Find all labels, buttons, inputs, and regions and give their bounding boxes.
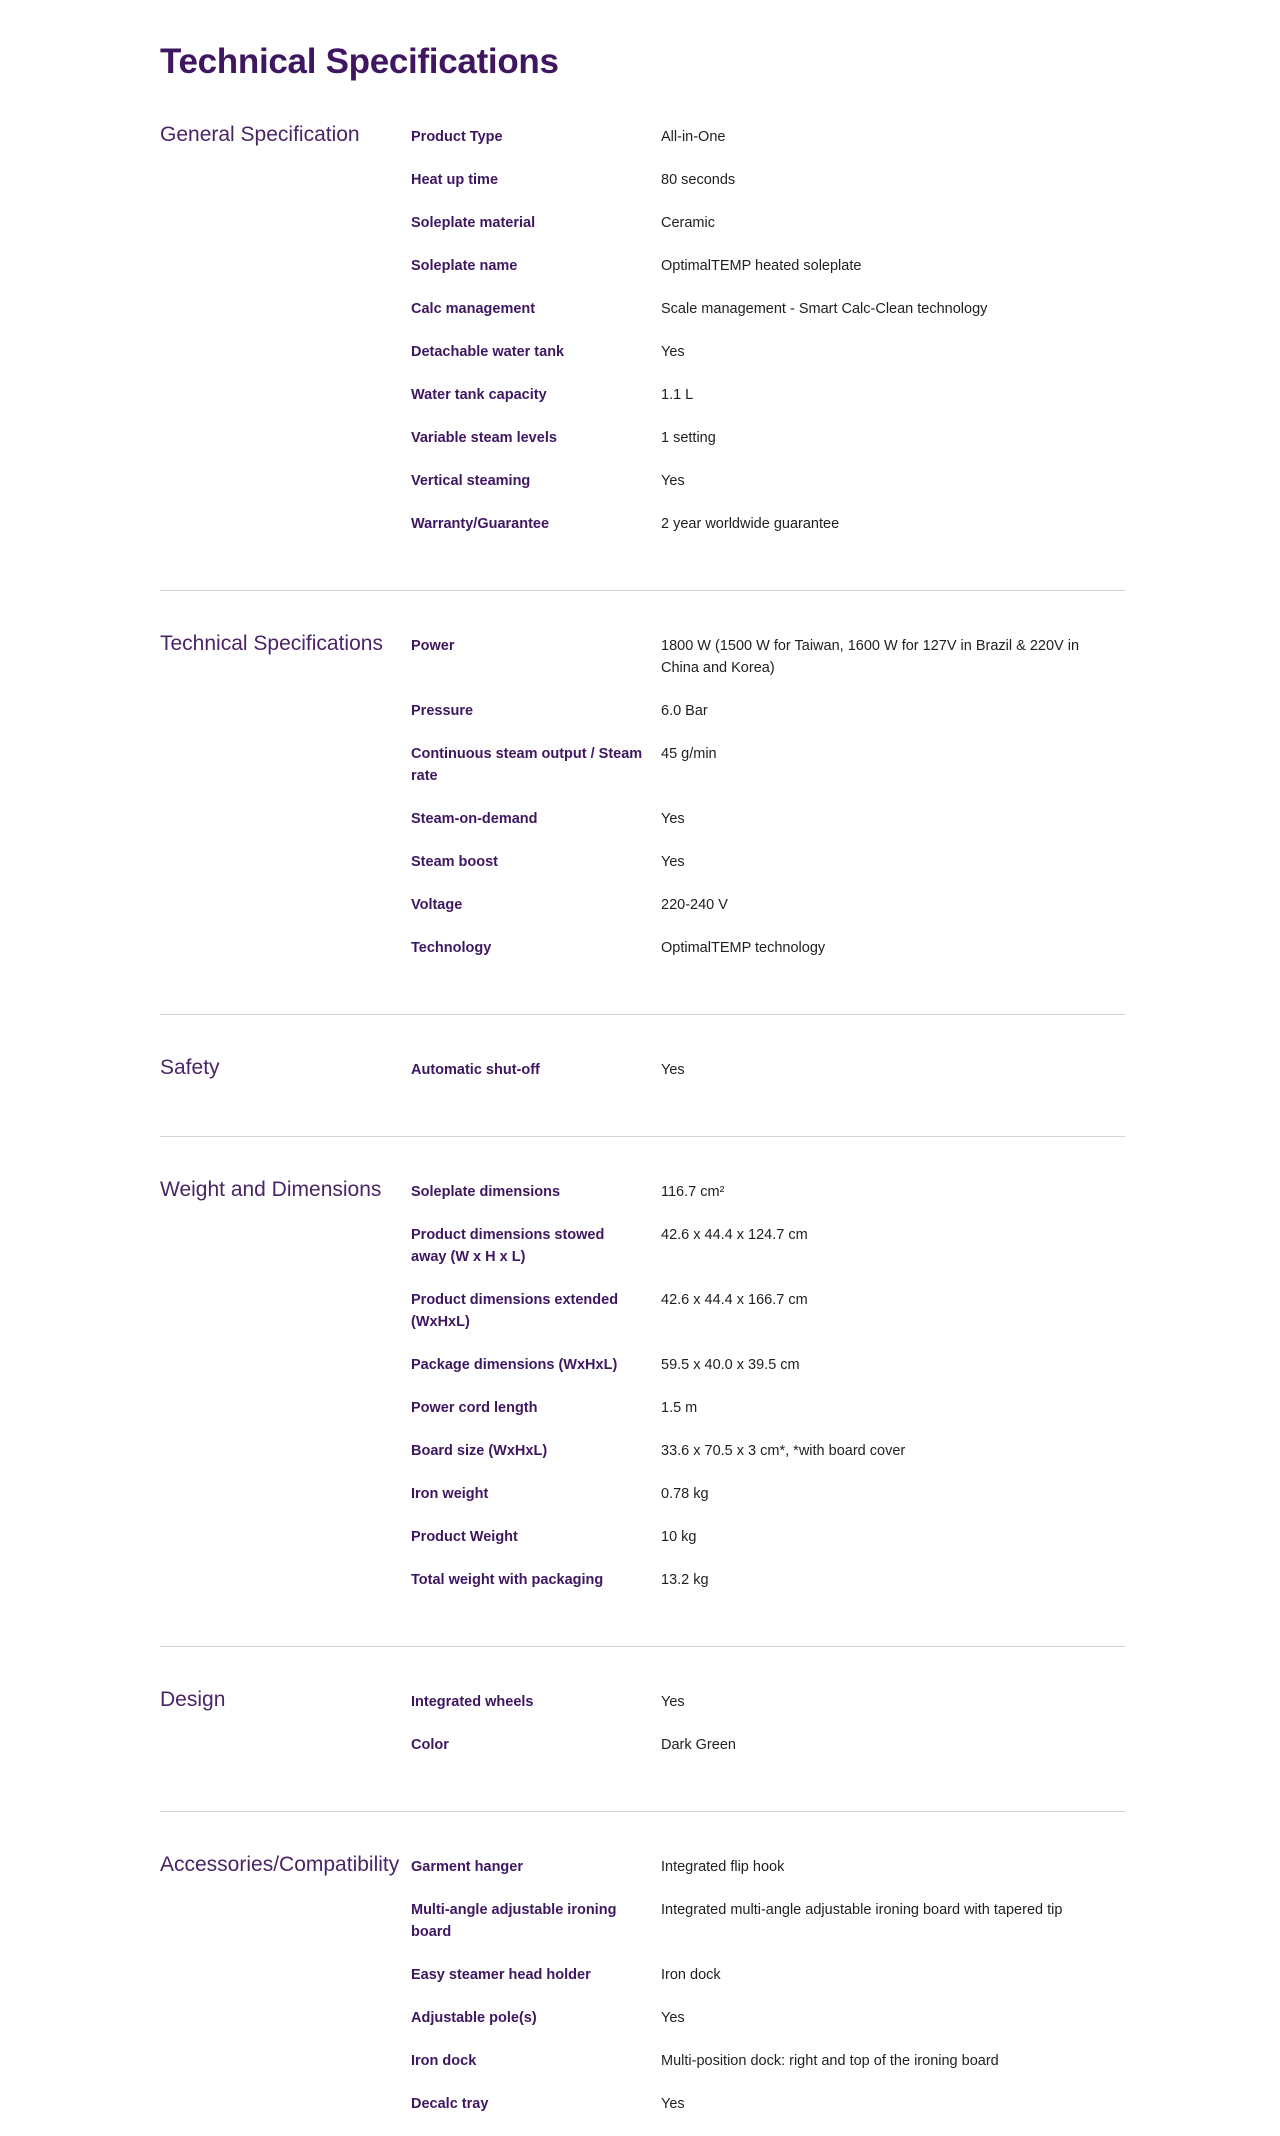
- spec-label: Warranty/Guarantee: [411, 516, 550, 532]
- spec-value: 1 setting: [661, 430, 716, 446]
- spec-label: Multi-angle adjustable ironing board: [411, 1902, 617, 1940]
- spec-label: Technology: [411, 940, 492, 956]
- section-title: Accessories/Compatibility: [160, 1853, 400, 1876]
- spec-row: [411, 808, 1125, 851]
- spec-label: Garment hanger: [411, 1859, 523, 1875]
- spec-label: Voltage: [411, 897, 463, 913]
- spec-label: Detachable water tank: [411, 344, 565, 360]
- spec-value: 116.7 cm²: [661, 1184, 725, 1200]
- spec-row: [411, 1440, 1125, 1483]
- spec-row: [411, 2093, 1125, 2136]
- spec-value: Integrated flip hook: [661, 1859, 785, 1875]
- spec-value: Scale management - Smart Calc-Clean technology: [661, 301, 988, 317]
- spec-row: [411, 255, 1125, 298]
- spec-value: 10 kg: [661, 1529, 697, 1545]
- spec-section: [160, 591, 1125, 1015]
- spec-label: Total weight with packaging: [411, 1572, 604, 1588]
- section-title: Technical Specifications: [160, 632, 383, 655]
- spec-row: [411, 937, 1125, 980]
- spec-label: Product dimensions extended (WxHxL): [411, 1292, 619, 1330]
- spec-label: Easy steamer head holder: [411, 1967, 591, 1983]
- spec-row: [411, 212, 1125, 255]
- spec-value: OptimalTEMP technology: [661, 940, 826, 956]
- section-title: Design: [160, 1688, 226, 1711]
- spec-row: [411, 470, 1125, 513]
- spec-value: 80 seconds: [661, 172, 736, 188]
- spec-row: [411, 1964, 1125, 2007]
- spec-row: [411, 743, 1125, 808]
- spec-value: Yes: [661, 811, 685, 827]
- spec-row: [411, 1354, 1125, 1397]
- spec-label: Soleplate dimensions: [411, 1184, 561, 1200]
- spec-label: Package dimensions (WxHxL): [411, 1357, 618, 1373]
- spec-rows: [411, 635, 1125, 980]
- spec-value: Dark Green: [661, 1737, 736, 1753]
- section-title: Safety: [160, 1056, 220, 1079]
- spec-label: Soleplate material: [411, 215, 536, 231]
- spec-row: [411, 384, 1125, 427]
- spec-row: [411, 1289, 1125, 1354]
- spec-row: [411, 1526, 1125, 1569]
- spec-value: Yes: [661, 344, 685, 360]
- spec-label: Water tank capacity: [411, 387, 547, 403]
- spec-row: [411, 1734, 1125, 1777]
- spec-label: Steam boost: [411, 854, 499, 870]
- spec-row: [411, 1691, 1125, 1734]
- spec-value: Yes: [661, 2096, 685, 2112]
- spec-sections: [160, 84, 1125, 2136]
- spec-row: [411, 513, 1125, 556]
- spec-value: Iron dock: [661, 1967, 721, 1983]
- spec-row: [411, 427, 1125, 470]
- spec-row: [411, 1181, 1125, 1224]
- spec-label: Steam-on-demand: [411, 811, 538, 827]
- spec-row: [411, 1569, 1125, 1612]
- spec-label: Color: [411, 1737, 449, 1753]
- spec-label: Automatic shut-off: [411, 1062, 540, 1078]
- spec-label: Heat up time: [411, 172, 499, 188]
- spec-rows: [411, 1181, 1125, 1612]
- spec-label: Variable steam levels: [411, 430, 557, 446]
- section-title: Weight and Dimensions: [160, 1178, 382, 1201]
- spec-row: [411, 298, 1125, 341]
- spec-value: Yes: [661, 854, 685, 870]
- spec-row: [411, 1059, 1125, 1102]
- spec-label: Iron dock: [411, 2053, 477, 2069]
- spec-value: Multi-position dock: right and top of the ironing board: [661, 2053, 999, 2069]
- spec-section: [160, 1137, 1125, 1647]
- spec-label: Power: [411, 638, 455, 654]
- spec-value: Integrated multi-angle adjustable ironing board with tapered tip: [661, 1902, 1063, 1918]
- spec-label: Vertical steaming: [411, 473, 531, 489]
- spec-value: 0.78 kg: [661, 1486, 709, 1502]
- spec-label: Adjustable pole(s): [411, 2010, 537, 2026]
- spec-value: 42.6 x 44.4 x 124.7 cm: [661, 1227, 808, 1243]
- spec-label: Product Type: [411, 129, 503, 145]
- spec-value: 1.1 L: [661, 387, 694, 403]
- spec-value: 220-240 V: [661, 897, 728, 913]
- spec-rows: [411, 126, 1125, 556]
- spec-rows: [411, 1059, 1125, 1102]
- spec-value: Yes: [661, 2010, 685, 2026]
- spec-row: [411, 894, 1125, 937]
- spec-row: [411, 2050, 1125, 2093]
- spec-label: Pressure: [411, 703, 474, 719]
- spec-value: 1800 W (1500 W for Taiwan, 1600 W for 127V in Brazil & 220V in China and Korea): [661, 638, 1080, 676]
- spec-value: 59.5 x 40.0 x 39.5 cm: [661, 1357, 800, 1373]
- spec-row: [411, 1397, 1125, 1440]
- spec-section: [160, 1812, 1125, 2136]
- spec-row: [411, 126, 1125, 169]
- spec-label: Board size (WxHxL): [411, 1443, 548, 1459]
- spec-row: [411, 700, 1125, 743]
- spec-value: 2 year worldwide guarantee: [661, 516, 840, 532]
- spec-row: [411, 1224, 1125, 1289]
- spec-row: [411, 341, 1125, 384]
- spec-section: [160, 84, 1125, 591]
- spec-label: Product Weight: [411, 1529, 518, 1545]
- spec-value: 42.6 x 44.4 x 166.7 cm: [661, 1292, 808, 1308]
- spec-label: Product dimensions stowed away (W x H x L): [411, 1227, 605, 1265]
- spec-section: [160, 1015, 1125, 1137]
- spec-rows: [411, 1691, 1125, 1777]
- spec-value: Yes: [661, 1694, 685, 1710]
- page-title: Technical Specifications: [160, 42, 559, 81]
- spec-rows: [411, 1856, 1125, 2136]
- spec-value: Yes: [661, 1062, 685, 1078]
- spec-row: [411, 1483, 1125, 1526]
- spec-label: Calc management: [411, 301, 536, 317]
- spec-value: 1.5 m: [661, 1400, 698, 1416]
- section-title: General Specification: [160, 123, 360, 146]
- spec-value: 33.6 x 70.5 x 3 cm*, *with board cover: [661, 1443, 906, 1459]
- spec-label: Soleplate name: [411, 258, 518, 274]
- spec-value: Yes: [661, 473, 685, 489]
- spec-section: [160, 1647, 1125, 1812]
- spec-label: Integrated wheels: [411, 1694, 534, 1710]
- spec-value: Ceramic: [661, 215, 715, 231]
- spec-row: [411, 1899, 1125, 1964]
- spec-value: 45 g/min: [661, 746, 717, 762]
- spec-label: Iron weight: [411, 1486, 489, 1502]
- spec-row: [411, 169, 1125, 212]
- spec-row: [411, 635, 1125, 700]
- spec-label: Decalc tray: [411, 2096, 489, 2112]
- spec-row: [411, 851, 1125, 894]
- spec-label: Continuous steam output / Steam rate: [411, 746, 643, 784]
- spec-row: [411, 1856, 1125, 1899]
- spec-value: OptimalTEMP heated soleplate: [661, 258, 862, 274]
- spec-container: [160, 0, 1125, 2136]
- spec-label: Power cord length: [411, 1400, 538, 1416]
- spec-value: 6.0 Bar: [661, 703, 708, 719]
- spec-value: All-in-One: [661, 129, 726, 145]
- spec-value: 13.2 kg: [661, 1572, 709, 1588]
- spec-row: [411, 2007, 1125, 2050]
